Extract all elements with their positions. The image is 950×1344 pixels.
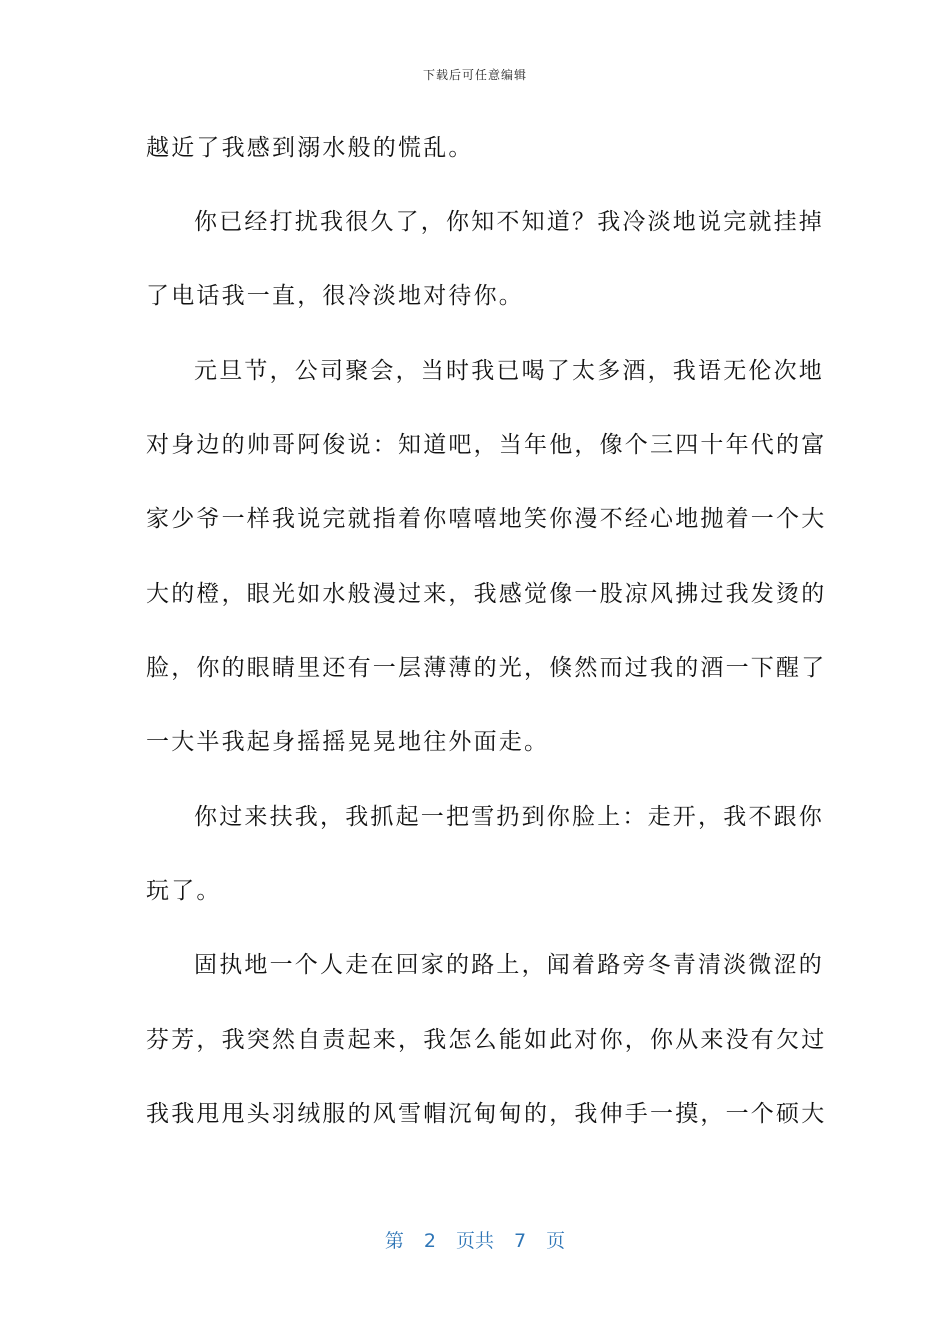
body-line-14: 我我甩甩头羽绒服的风雪帽沉甸甸的，我伸手一摸，一个硕大: [146, 1101, 827, 1127]
body-line-4: 元旦节，公司聚会，当时我已喝了太多酒，我语无伦次地: [194, 358, 824, 384]
body-line-7: 大的橙，眼光如水般漫过来，我感觉像一股凉风拂过我发烫的: [146, 581, 827, 607]
body-line-2: 你已经打扰我很久了，你知不知道？我冷淡地说完就挂掉: [194, 209, 824, 235]
footer-total-pages: 7: [514, 1230, 527, 1252]
footer-suffix: 页: [546, 1230, 566, 1252]
footer-middle: 页共: [455, 1230, 494, 1252]
footer-prefix: 第: [384, 1230, 404, 1252]
body-line-9: 一大半我起身摇摇晃晃地往外面走。: [146, 729, 550, 755]
body-line-11: 玩了。: [146, 878, 222, 904]
body-line-1: 越近了我感到溺水般的慌乱。: [146, 135, 474, 161]
body-line-5: 对身边的帅哥阿俊说：知道吧，当年他，像个三四十年代的富: [146, 432, 827, 458]
page-header: 下载后可任意编辑: [422, 68, 527, 82]
body-line-6: 家少爷一样我说完就指着你嘻嘻地笑你漫不经心地抛着一个大: [146, 506, 827, 532]
body-line-8: 脸，你的眼睛里还有一层薄薄的光，倏然而过我的酒一下醒了: [146, 655, 827, 681]
page-footer: [0, 1226, 950, 1253]
body-line-3: 了电话我一直，很冷淡地对待你。: [146, 283, 524, 309]
body-line-10: 你过来扶我，我抓起一把雪扔到你脸上：走开，我不跟你: [194, 804, 824, 830]
footer-page-number: 2: [423, 1230, 436, 1252]
body-line-13: 芬芳，我突然自责起来，我怎么能如此对你，你从来没有欠过: [146, 1027, 827, 1053]
body-line-12: 固执地一个人走在回家的路上，闻着路旁冬青清淡微涩的: [194, 952, 824, 978]
